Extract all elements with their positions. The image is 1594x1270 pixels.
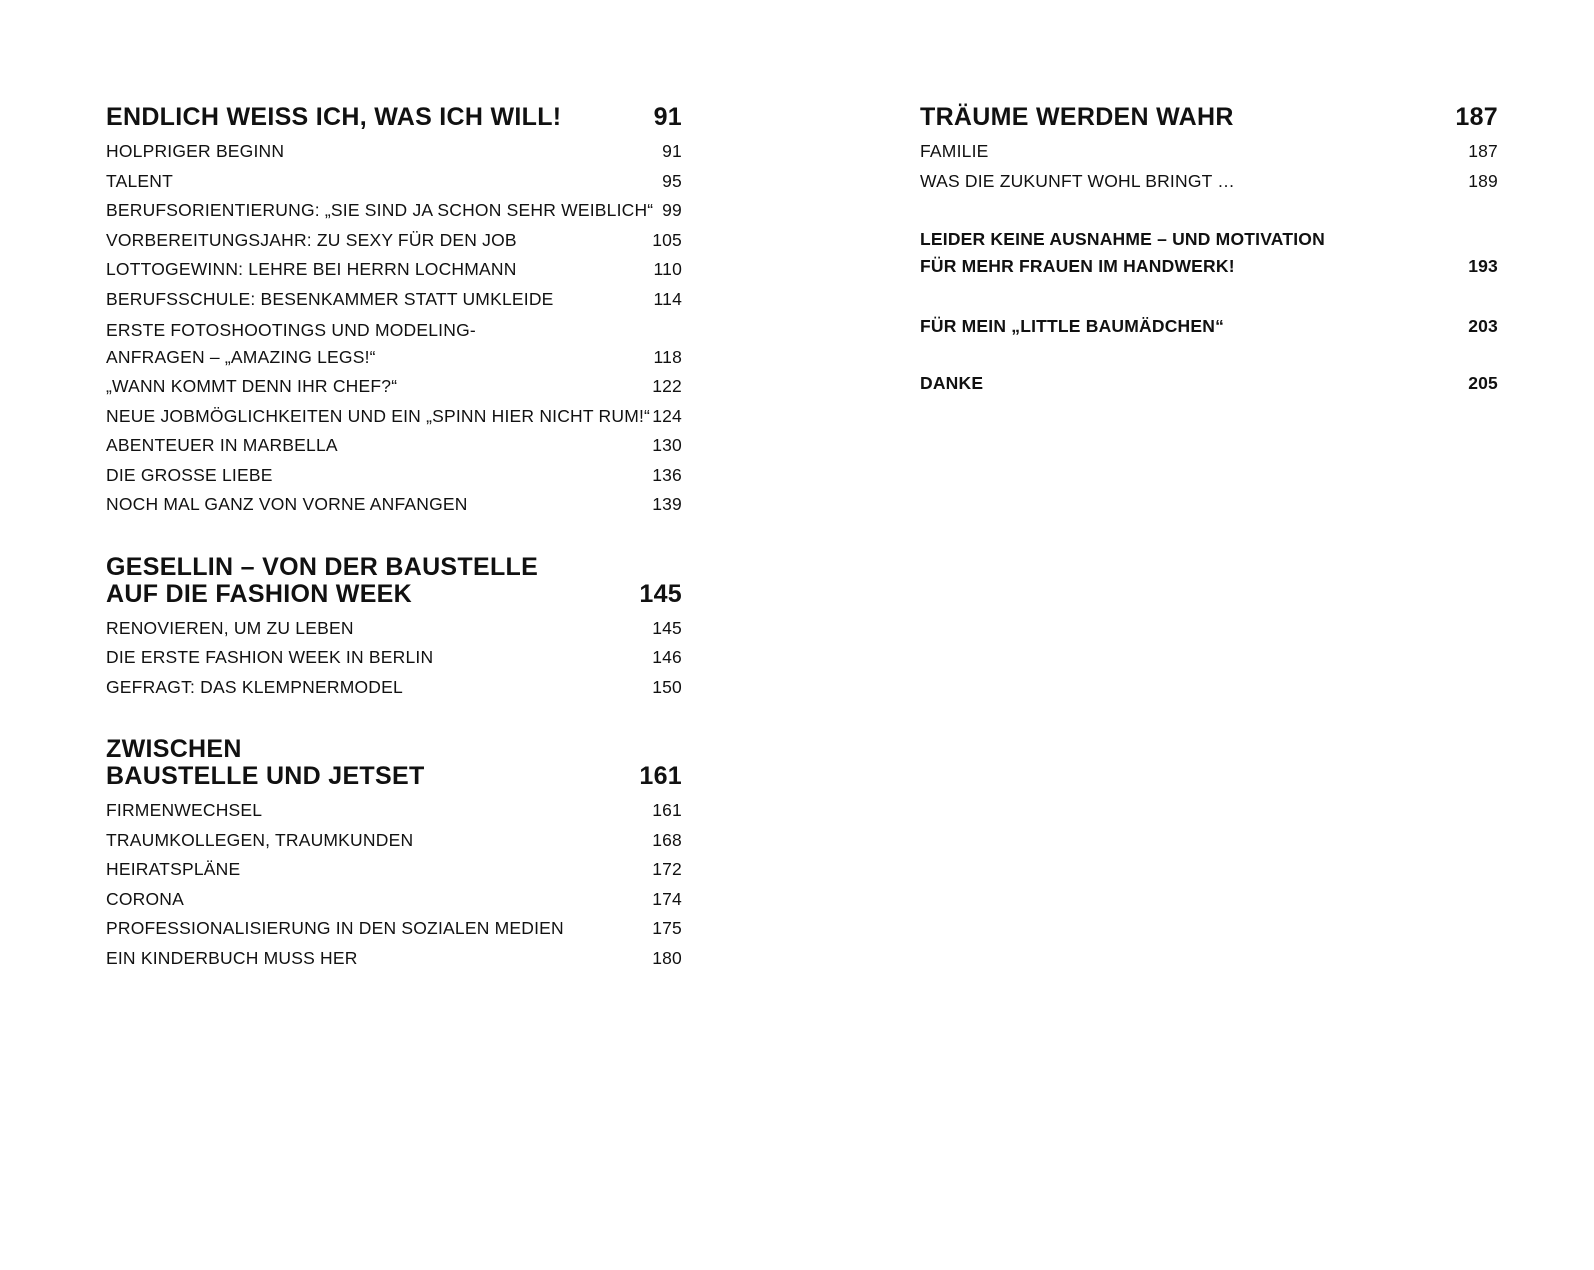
entry-title: NEUE JOBMÖGLICHKEITEN UND EIN „SPINN HIER NICHT RUM!“ <box>106 405 651 426</box>
entry-list <box>106 796 682 973</box>
entry-page-number: 187 <box>1468 141 1498 161</box>
entry-title: LOTTOGEWINN: LEHRE BEI HERRN LOCHMANN <box>106 259 517 279</box>
entry-title: FAMILIE <box>920 141 989 161</box>
toc-entry <box>106 673 682 703</box>
toc-entry <box>106 826 682 856</box>
entry-page-number: 172 <box>652 859 682 879</box>
toc-entry <box>106 614 682 644</box>
chapter-page-number: 91 <box>653 103 682 131</box>
entry-page-number: 139 <box>652 494 682 514</box>
entry-title: VORBEREITUNGSJAHR: ZU SEXY FÜR DEN JOB <box>106 229 517 250</box>
toc-entry <box>106 461 682 491</box>
entry-title: ERSTE FOTOSHOOTINGS UND MODELING- ANFRAGEN – „AMAZING LEGS!“ <box>106 320 476 367</box>
toc-entry <box>106 643 682 673</box>
toc-entry <box>106 285 682 315</box>
chapter-page-number: 145 <box>639 579 682 608</box>
entry-title: EIN KINDERBUCH MUSS HER <box>106 947 358 968</box>
toc-entry <box>106 317 682 370</box>
toc-entry <box>106 402 682 432</box>
entry-list <box>106 614 682 703</box>
entry-title: NOCH MAL GANZ VON VORNE ANFANGEN <box>106 494 468 514</box>
toc-entry <box>106 885 682 915</box>
entry-title: DIE GROSSE LIEBE <box>106 464 273 485</box>
chapter-page-number: 187 <box>1455 103 1498 131</box>
chapter-title: ZWISCHEN BAUSTELLE UND JETSET <box>106 735 425 790</box>
entry-page-number: 146 <box>652 647 682 667</box>
entry-page-number: 95 <box>662 170 682 191</box>
toc-entry <box>106 944 682 974</box>
entry-page-number: 99 <box>662 200 682 220</box>
entry-title: CORONA <box>106 888 185 909</box>
chapter <box>106 554 682 703</box>
entry-page-number: 91 <box>662 141 682 161</box>
chapter-title: ENDLICH WEISS ICH, WAS ICH WILL! <box>106 103 562 131</box>
chapter <box>920 104 1498 196</box>
entry-title: GEFRAGT: DAS KLEMPNERMODEL <box>106 676 403 697</box>
entry-page-number: 189 <box>1468 170 1498 191</box>
entry-title: TALENT <box>106 170 173 191</box>
standalone-title: LEIDER KEINE AUSNAHME – UND MOTIVATION FÜR MEHR FRAUEN IM HANDWERK! <box>920 229 1325 276</box>
toc-entry <box>106 137 682 167</box>
entry-page-number: 105 <box>652 229 682 250</box>
entry-title: FIRMENWECHSEL <box>106 800 263 820</box>
toc-entry <box>106 855 682 885</box>
entry-page-number: 145 <box>652 617 682 638</box>
chapter-heading <box>106 736 682 790</box>
entry-page-number: 122 <box>652 376 682 396</box>
toc-entry <box>106 796 682 826</box>
entry-list <box>106 137 682 520</box>
entry-page-number: 168 <box>652 829 682 850</box>
toc-entry <box>106 196 682 226</box>
chapter-heading <box>920 104 1498 131</box>
standalone-title: FÜR MEIN „LITTLE BAUMÄDCHEN“ <box>920 316 1225 336</box>
entry-title: PROFESSIONALISIERUNG IN DEN SOZIALEN MEDIEN <box>106 918 564 938</box>
standalone-page-number: 203 <box>1468 316 1498 336</box>
entry-title: ABENTEUER IN MARBELLA <box>106 435 338 455</box>
entry-page-number: 150 <box>652 676 682 697</box>
entry-page-number: 114 <box>653 288 682 309</box>
chapter-heading <box>106 554 682 608</box>
entry-title: BERUFSORIENTIERUNG: „SIE SIND JA SCHON SEHR WEIBLICH“ <box>106 200 654 220</box>
entry-page-number: 174 <box>652 888 682 909</box>
entry-page-number: 118 <box>653 346 682 367</box>
entry-title: TRAUMKOLLEGEN, TRAUMKUNDEN <box>106 829 414 850</box>
chapter <box>106 736 682 973</box>
entry-page-number: 136 <box>652 464 682 485</box>
chapter-title: GESELLIN – VON DER BAUSTELLE AUF DIE FASHION WEEK <box>106 552 539 608</box>
entry-page-number: 175 <box>652 918 682 938</box>
toc-entry <box>920 167 1498 197</box>
toc-entry <box>106 914 682 944</box>
toc-entry <box>106 255 682 285</box>
standalone-page-number: 205 <box>1468 373 1498 393</box>
entry-title: HOLPRIGER BEGINN <box>106 141 285 161</box>
toc-entry <box>106 167 682 197</box>
standalone-entry <box>920 226 1498 280</box>
entry-page-number: 161 <box>652 800 682 820</box>
entry-title: BERUFSSCHULE: BESENKAMMER STATT UMKLEIDE <box>106 288 554 309</box>
entry-title: HEIRATSPLÄNE <box>106 859 241 879</box>
entry-page-number: 110 <box>653 259 682 279</box>
entry-title: „WANN KOMMT DENN IHR CHEF?“ <box>106 376 398 396</box>
standalone-title: DANKE <box>920 373 984 393</box>
standalone-page-number: 193 <box>1468 256 1498 276</box>
entry-title: WAS DIE ZUKUNFT WOHL BRINGT … <box>920 170 1235 191</box>
standalone-entry <box>920 370 1498 397</box>
toc-entry <box>106 490 682 520</box>
entry-page-number: 130 <box>652 435 682 455</box>
chapter-heading <box>106 104 682 131</box>
entry-page-number: 124 <box>652 405 682 426</box>
toc-entry <box>106 372 682 402</box>
toc-left-column <box>106 104 682 1007</box>
chapter-page-number: 161 <box>639 762 682 790</box>
entry-list <box>920 137 1498 196</box>
standalone-entry <box>920 313 1498 340</box>
toc-entry <box>920 137 1498 167</box>
toc-entry <box>106 431 682 461</box>
toc-right-column <box>920 104 1498 397</box>
entry-page-number: 180 <box>652 947 682 968</box>
toc-entry <box>106 226 682 256</box>
entry-title: RENOVIEREN, UM ZU LEBEN <box>106 617 354 638</box>
chapter-title: TRÄUME WERDEN WAHR <box>920 103 1234 131</box>
chapter <box>106 104 682 520</box>
entry-title: DIE ERSTE FASHION WEEK IN BERLIN <box>106 647 434 667</box>
